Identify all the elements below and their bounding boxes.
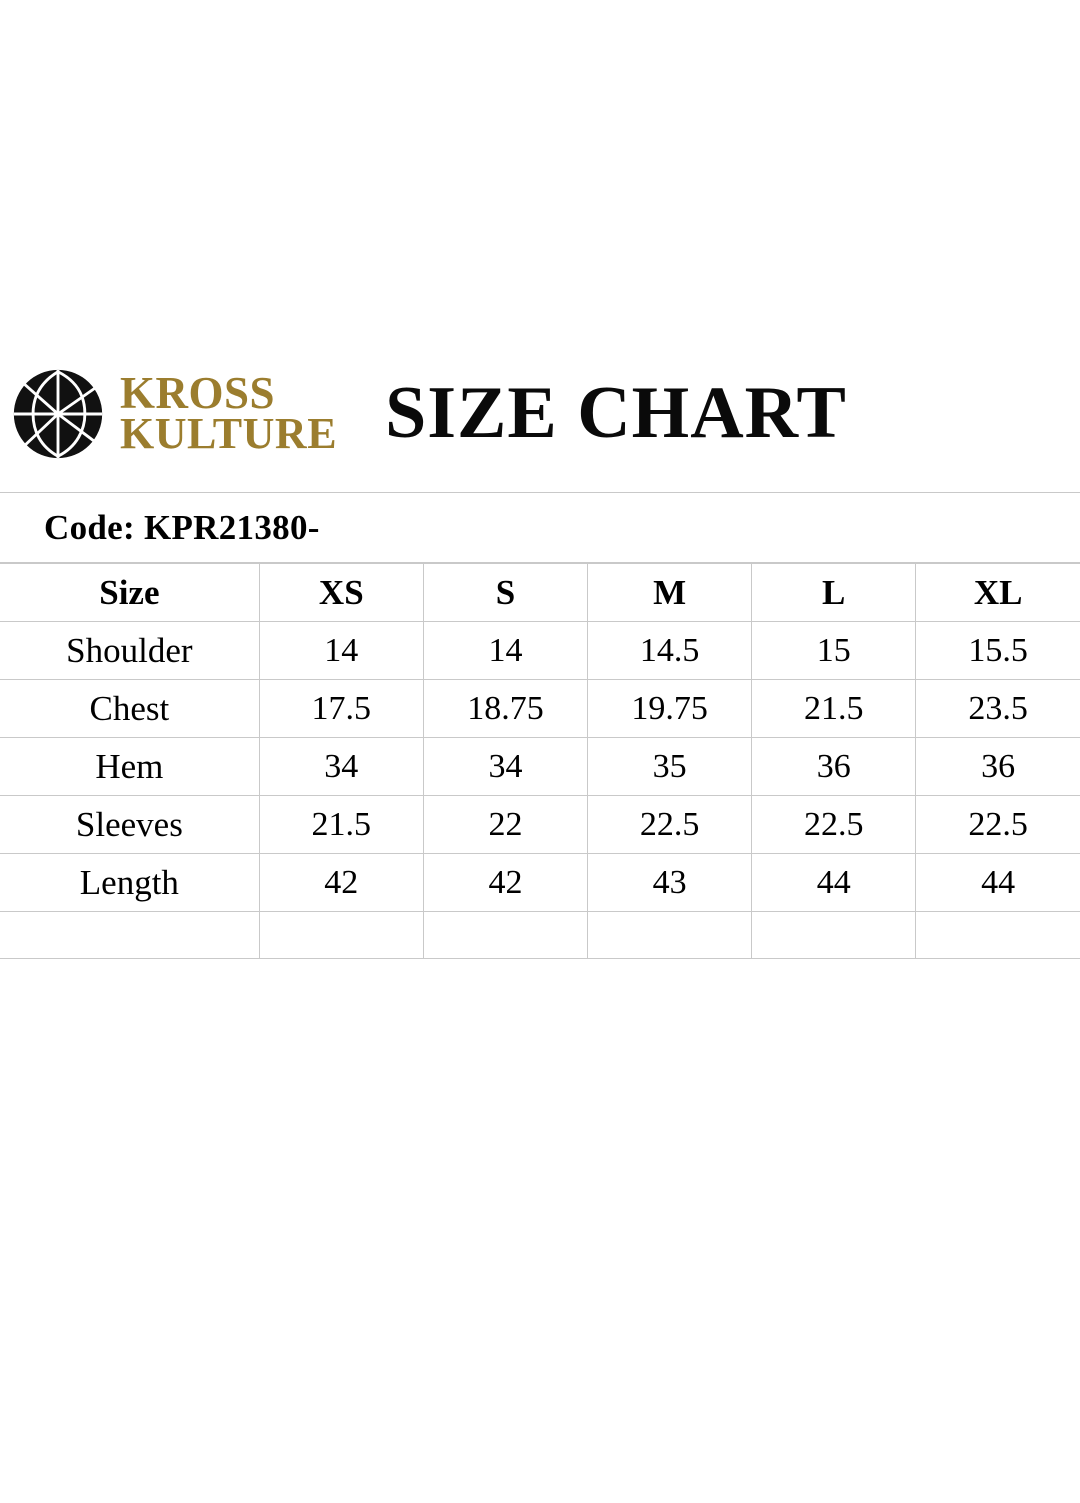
row-label-sleeves: Sleeves xyxy=(0,796,259,854)
table-header-row xyxy=(0,564,1080,622)
size-chart-table xyxy=(0,563,1080,959)
cell-chest-m: 19.75 xyxy=(588,680,752,738)
kross-kulture-circle-logo-icon xyxy=(10,366,106,462)
cell-length-l: 44 xyxy=(752,854,916,912)
table-row xyxy=(0,796,1080,854)
cell-hem-l: 36 xyxy=(752,738,916,796)
column-header-measurement: Size xyxy=(0,564,259,622)
column-header-s: S xyxy=(423,564,587,622)
cell-shoulder-l: 15 xyxy=(752,622,916,680)
cell-sleeves-xl: 22.5 xyxy=(916,796,1080,854)
cell-length-xl: 44 xyxy=(916,854,1080,912)
cell-hem-xs: 34 xyxy=(259,738,423,796)
cell-empty-s xyxy=(423,912,587,959)
column-header-xs: XS xyxy=(259,564,423,622)
cell-chest-s: 18.75 xyxy=(423,680,587,738)
cell-empty-m xyxy=(588,912,752,959)
cell-shoulder-xl: 15.5 xyxy=(916,622,1080,680)
page-title: SIZE CHART xyxy=(385,372,847,454)
row-label-length: Length xyxy=(0,854,259,912)
cell-shoulder-xs: 14 xyxy=(259,622,423,680)
table-row xyxy=(0,738,1080,796)
row-label-hem: Hem xyxy=(0,738,259,796)
cell-chest-l: 21.5 xyxy=(752,680,916,738)
document-header xyxy=(0,336,1080,491)
cell-hem-s: 34 xyxy=(423,738,587,796)
product-code: Code: KPR21380- xyxy=(0,493,1080,563)
cell-sleeves-xs: 21.5 xyxy=(259,796,423,854)
column-header-l: L xyxy=(752,564,916,622)
cell-hem-m: 35 xyxy=(588,738,752,796)
cell-length-s: 42 xyxy=(423,854,587,912)
brand-line-2: KULTURE xyxy=(120,408,338,458)
cell-chest-xl: 23.5 xyxy=(916,680,1080,738)
cell-sleeves-l: 22.5 xyxy=(752,796,916,854)
table-row xyxy=(0,622,1080,680)
cell-length-xs: 42 xyxy=(259,854,423,912)
cell-empty-label xyxy=(0,912,259,959)
brand-line-1: KROSS xyxy=(120,367,276,418)
cell-hem-xl: 36 xyxy=(916,738,1080,796)
brand-wordmark xyxy=(120,367,338,458)
row-label-chest: Chest xyxy=(0,680,259,738)
cell-shoulder-s: 14 xyxy=(423,622,587,680)
cell-empty-l xyxy=(752,912,916,959)
cell-sleeves-m: 22.5 xyxy=(588,796,752,854)
column-header-m: M xyxy=(588,564,752,622)
cell-shoulder-m: 14.5 xyxy=(588,622,752,680)
cell-sleeves-s: 22 xyxy=(423,796,587,854)
row-label-shoulder: Shoulder xyxy=(0,622,259,680)
brand-lockup xyxy=(10,366,337,462)
column-header-xl: XL xyxy=(916,564,1080,622)
table-row-empty xyxy=(0,912,1080,959)
table-row xyxy=(0,680,1080,738)
cell-empty-xs xyxy=(259,912,423,959)
cell-chest-xs: 17.5 xyxy=(259,680,423,738)
table-row xyxy=(0,854,1080,912)
cell-empty-xl xyxy=(916,912,1080,959)
cell-length-m: 43 xyxy=(588,854,752,912)
